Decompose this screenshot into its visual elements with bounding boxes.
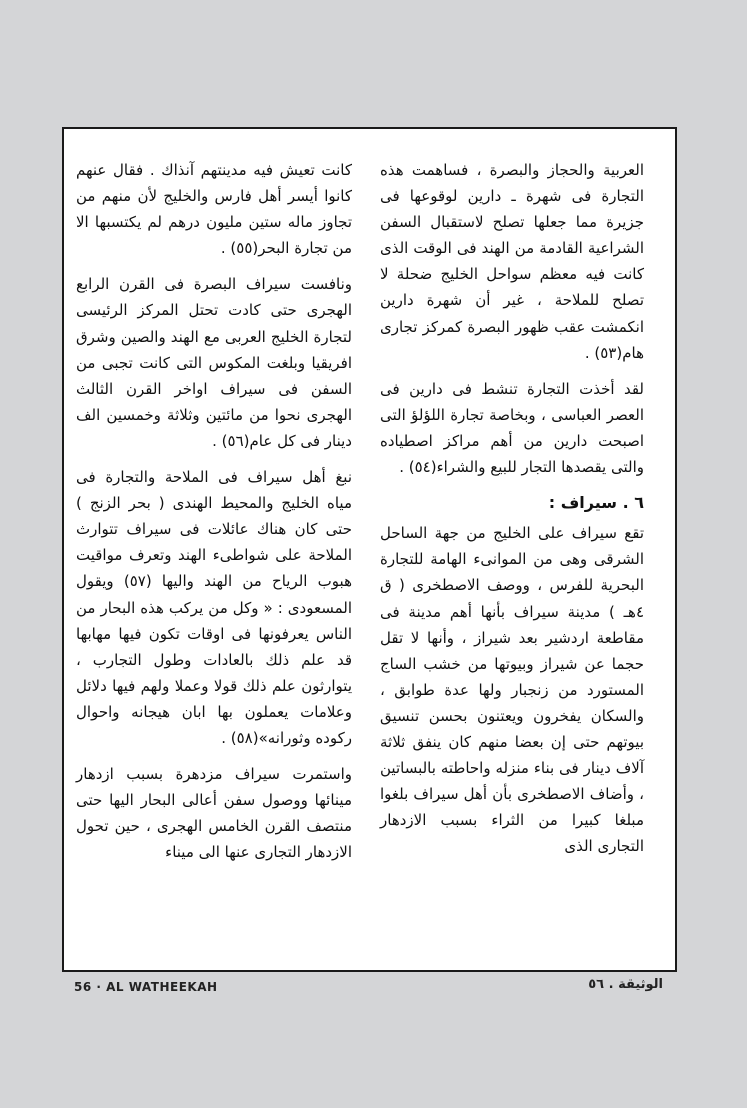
left-column	[76, 157, 352, 875]
page-footer	[62, 974, 677, 1000]
footer-page-label-arabic: الوثيقة . ٥٦	[588, 977, 663, 992]
right-paragraph-2: لقد أخذت التجارة تنشط فى دارين فى العصر العباسى ، وبخاصة تجارة اللؤلؤ التى اصبحت دارين من أهم مراكز اصطياده والتى يقصدها التجار للبيع والشراء(٥٤) .	[380, 379, 644, 477]
right-paragraph-1: العربية والحجاز والبصرة ، فساهمت هذه التجارة فى شهرة ـ دارين لوقوعها فى جزيرة مما جعلها تصلح لاستقبال السفن الشراعية القادمة من الهند فى الوقت الذى كانت فيه معظم سواحل الخليج ضحلة لا تصلح للملاحة ، غير أن شهرة دارين انكمشت عقب ظهور البصرة كمركز تجارى هام(٥٣) .	[380, 161, 644, 362]
left-paragraph-2: ونافست سيراف البصرة فى القرن الرابع الهجرى حتى كادت تحتل المركز الرئيسى لتجارة الخليج العربى مع الهند والصين وشرق افريقيا وبلغت المكوس التى كانت تجبى من السفن فى سيراف اواخر القرن الثالث الهجرى نحوا من مائتين وثلاثة وخمسين الف دينار فى كل عام(٥٦) .	[76, 275, 352, 450]
right-paragraph-3: تقع سيراف على الخليج من جهة الساحل الشرقى وهى من الموانىء الهامة للتجارة البحرية للفرس ، ووصف الاصطخرى ( ق ٤هـ ) مدينة سيراف بأنها أهم مدينة فى مقاطعة اردشير بعد شيراز ، وأنها لا تقل حجما عن شيراز وبيوتها من خشب الساج المستورد من زنجبار ولها عدة طوابق ، والسكان يفخرون ويعتنون بحسن تنسيق بيوتهم حتى إن بعضا منهم كان ينفق ثلاثة آلاف دينار فى بناء منزله واحاطته بالبساتين ، وأضاف الاصطخرى بأن أهل سيراف بلغوا مبلغا كبيرا من الثراء بسبب الازدهار التجارى الذى	[380, 524, 644, 856]
footer-page-label-latin: 56 · AL WATHEEKAH	[74, 980, 218, 994]
section-heading-siraf: ٦ . سيراف :	[548, 493, 644, 513]
right-column	[380, 157, 644, 869]
page-frame	[62, 127, 677, 972]
left-paragraph-4: واستمرت سيراف مزدهرة بسبب ازدهار مينائها ووصول سفن أعالى البحار اليها حتى منتصف القرن الخامس الهجرى ، حين تحول الازدهار التجارى عنها الى ميناء	[76, 765, 352, 862]
left-paragraph-1: كانت تعيش فيه مدينتهم آنذاك . فقال عنهم كانوا أيسر أهل فارس والخليج لأن منهم من تجاوز ماله ستين مليون درهم لم يكتسبها الا من تجارة البحر(٥٥) .	[76, 161, 352, 258]
left-paragraph-3: نبغ أهل سيراف فى الملاحة والتجارة فى مياه الخليج والمحيط الهندى ( بحر الزنج ) حتى كان هناك عائلات فى سيراف تتوارث الملاحة على شواطىء الهند وتعرف مواقيت هبوب الرياح من الهند واليها (٥٧) ويقول المسعودى : « وكل من يركب هذه البحار من الناس يعرفونها فى اوقات تكون فيها مهابها قد علم ذلك بالعادات وطول التجارب ، يتوارثون علم ذلك قولا وعملا ولهم فيها دلائل وعلامات يعملون بها ابان هيجانه واحوال ركوده وثورانه»(٥٨) .	[76, 468, 352, 747]
